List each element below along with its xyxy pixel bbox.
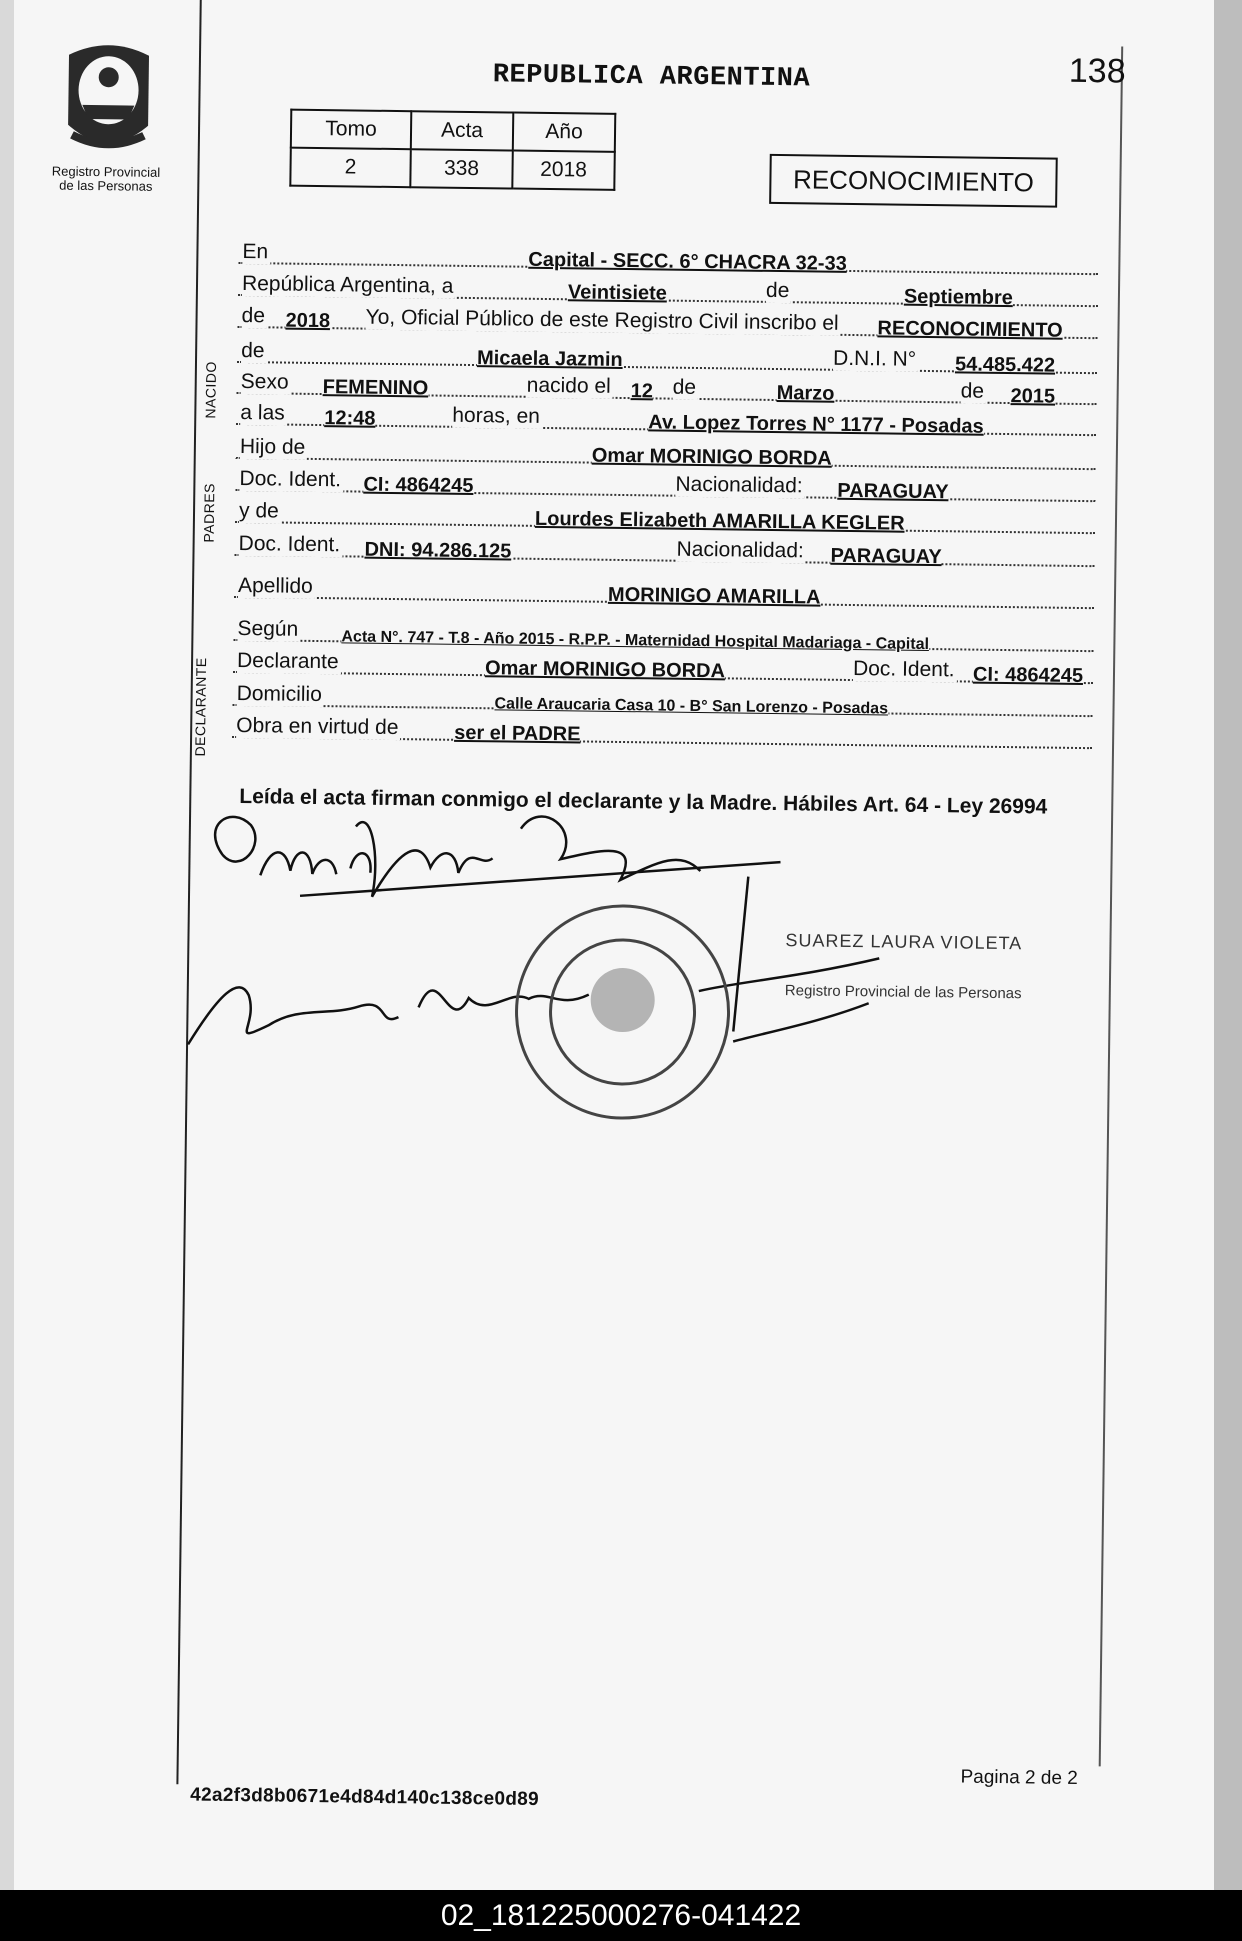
value-nacido-dia: 12 xyxy=(630,380,654,403)
value-nac-madre: PARAGUAY xyxy=(830,544,942,569)
value-nac-padre: PARAGUAY xyxy=(837,479,949,504)
label-nacido-de: de xyxy=(672,375,697,399)
value-doc-madre: DNI: 94.286.125 xyxy=(364,538,512,563)
label-horas-en: horas, en xyxy=(452,403,541,428)
value-sexo: FEMENINO xyxy=(322,376,429,400)
side-label-nacido: NACIDO xyxy=(202,361,220,419)
label-obra: Obra en virtud de xyxy=(236,713,399,740)
tomo-header: Tomo xyxy=(291,110,411,150)
page-indicator: Pagina 2 de 2 xyxy=(960,1766,1078,1790)
value-doc-padre: CI: 4864245 xyxy=(363,473,474,498)
value-madre: Lourdes Elizabeth AMARILLA KEGLER xyxy=(534,507,905,535)
label-yde: y de xyxy=(238,498,279,523)
official-signature xyxy=(698,876,880,1043)
value-lugar: Av. Lopez Torres N° 1177 - Posadas xyxy=(648,411,984,438)
official-position: Registro Provincial de las Personas xyxy=(784,982,1022,1003)
document-hash: 42a2f3d8b0671e4d84d140c138ce0d89 xyxy=(190,1784,540,1811)
logo-caption: Registro Provincial de las Personas xyxy=(51,163,161,194)
label-republica: República Argentina, a xyxy=(241,272,454,298)
value-dni: 54.485.422 xyxy=(954,353,1056,377)
label-nacido-de2: de xyxy=(960,379,985,403)
label-dni: D.N.I. N° xyxy=(832,346,917,371)
file-id-bar: 02_181225000276-041422 xyxy=(0,1890,1242,1941)
tomo-value: 2 xyxy=(290,148,410,188)
value-padre: Omar MORINIGO BORDA xyxy=(591,444,832,470)
label-hijo: Hijo de xyxy=(239,434,306,459)
label-nacido: nacido el xyxy=(526,373,611,398)
label-nac-padre: Nacionalidad: xyxy=(675,472,803,498)
label-de-anio: de xyxy=(241,303,266,328)
label-segun: Según xyxy=(237,616,299,641)
value-nombre: Micaela Jazmin xyxy=(476,347,623,371)
closing-statement: Leída el acta firman conmigo el declarante y la Madre. Hábiles Art. 64 - Ley 26994 xyxy=(239,785,1048,819)
value-nacido-anio: 2015 xyxy=(1010,385,1056,408)
label-apellido: Apellido xyxy=(237,573,313,598)
registry-seal xyxy=(515,905,730,1120)
page-number: 138 xyxy=(1068,51,1126,91)
country-title: REPUBLICA ARGENTINA xyxy=(492,60,811,95)
label-nac-madre: Nacionalidad: xyxy=(676,537,805,563)
value-en: Capital - SECC. 6° CHACRA 32-33 xyxy=(528,248,847,275)
label-doc-madre: Doc. Ident. xyxy=(238,531,341,557)
value-mes: Septiembre xyxy=(903,285,1013,310)
value-apellido: MORINIGO AMARILLA xyxy=(607,583,821,609)
label-doc-declarante: Doc. Ident. xyxy=(852,657,955,682)
anio-header: Año xyxy=(513,113,615,152)
label-de-nombre: de xyxy=(241,338,265,363)
value-nacido-mes: Marzo xyxy=(776,382,835,405)
value-dia: Veintisiete xyxy=(567,281,668,305)
value-domicilio: Calle Araucaria Casa 10 - B° San Lorenzo - Posadas xyxy=(494,695,889,718)
value-hora: 12:48 xyxy=(324,407,376,430)
acta-header: Acta xyxy=(411,111,513,150)
document-type-box: RECONOCIMIENTO xyxy=(769,154,1058,208)
value-declarante: Omar MORINIGO BORDA xyxy=(484,657,726,683)
value-obra: ser el PADRE xyxy=(454,721,581,746)
label-sexo: Sexo xyxy=(240,369,289,394)
label-en: En xyxy=(242,240,269,264)
declarant-signature xyxy=(214,812,781,902)
label-a-las: a las xyxy=(240,400,285,425)
mother-signature xyxy=(188,987,589,1050)
anio-value: 2018 xyxy=(512,151,614,190)
value-segun: Acta N°. 747 - T.8 - Año 2015 - R.P.P. - Maternidad Hospital Madariaga - Capital xyxy=(341,628,930,654)
value-anio: 2018 xyxy=(285,309,331,333)
official-name: SUAREZ LAURA VIOLETA xyxy=(785,930,1023,954)
value-inscribe: RECONOCIMIENTO xyxy=(877,317,1063,342)
acta-value: 338 xyxy=(410,149,512,188)
label-doc-padre: Doc. Ident. xyxy=(239,466,342,492)
oficial-text: Yo, Oficial Público de este Registro Civil inscribo el xyxy=(365,305,839,335)
value-doc-declarante: CI: 4864245 xyxy=(972,663,1084,688)
label-domicilio: Domicilio xyxy=(236,681,323,707)
label-de-mes: de xyxy=(765,278,790,303)
side-label-declarante: DECLARANTE xyxy=(191,657,210,757)
side-label-padres: PADRES xyxy=(200,482,218,543)
label-declarante: Declarante xyxy=(236,648,339,674)
